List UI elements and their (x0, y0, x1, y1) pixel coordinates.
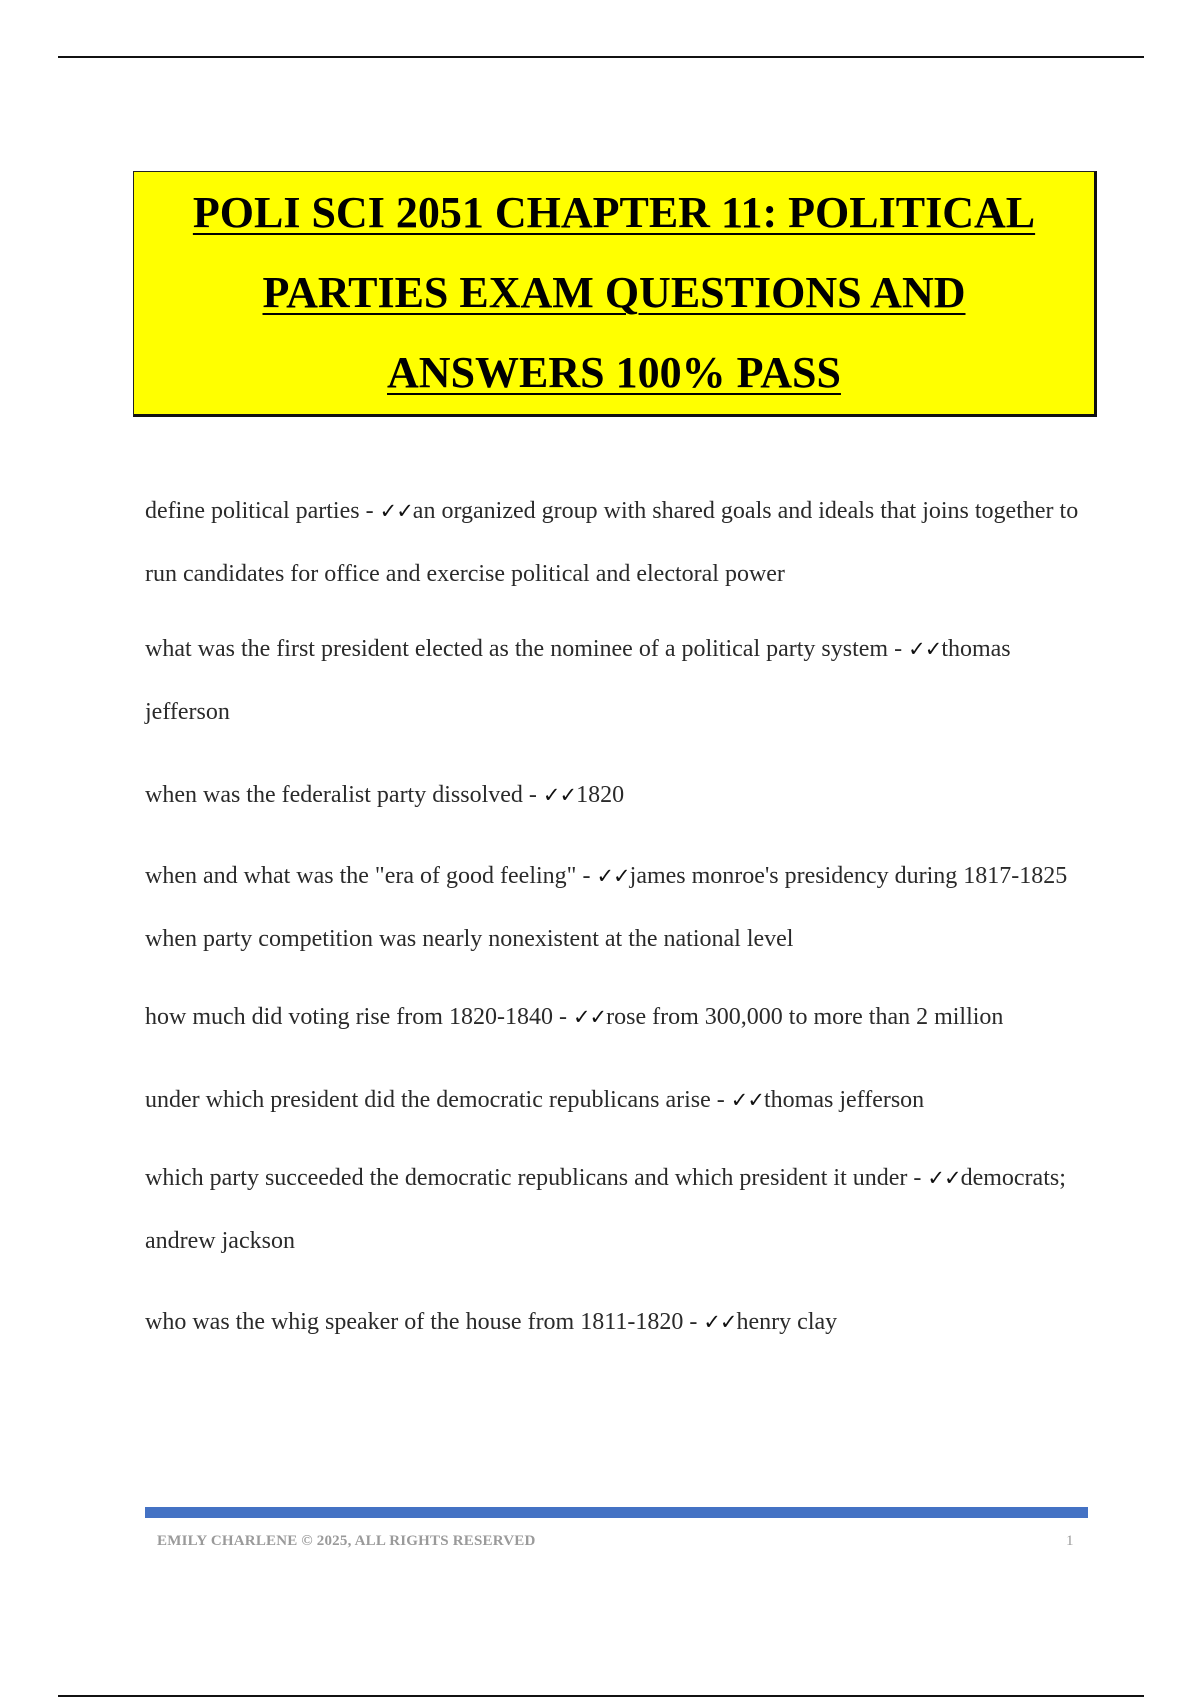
answer: thomas jefferson (145, 636, 1011, 725)
separator: - (522, 782, 543, 808)
answer: 1820 (576, 782, 625, 808)
separator: - (576, 863, 597, 889)
qa-item-7 (145, 1147, 1095, 1273)
checkmark-icon: ✓✓ (927, 1166, 961, 1190)
qa-item-6 (145, 1069, 1095, 1132)
question: under which president did the democratic republicans arise (145, 1087, 711, 1113)
question: how much did voting rise from 1820-1840 (145, 1004, 553, 1030)
qa-item-4 (145, 845, 1095, 971)
separator: - (552, 1004, 573, 1030)
answer: james monroe's presidency during 1817-1825 when party competition was nearly nonexistent at the national level (145, 863, 1068, 952)
footer-divider-bar (145, 1507, 1088, 1518)
separator: - (359, 498, 380, 524)
answer: thomas jefferson (764, 1087, 925, 1113)
answer: an organized group with shared goals and ideals that joins together to run candidates for office and exercise political and electoral power (145, 498, 1079, 587)
checkmark-icon: ✓✓ (908, 637, 942, 661)
qa-item-2 (145, 618, 1095, 744)
question: which party succeeded the democratic republicans and which president it under (145, 1165, 908, 1191)
page-number: 1 (1066, 1533, 1074, 1549)
separator: - (888, 636, 909, 662)
separator: - (907, 1165, 928, 1191)
checkmark-icon: ✓✓ (379, 499, 413, 523)
question: who was the whig speaker of the house from 1811-1820 (145, 1309, 684, 1335)
answer: henry clay (736, 1309, 838, 1335)
question: when and what was the "era of good feeling" (145, 863, 577, 889)
qa-item-8 (145, 1291, 1095, 1354)
question: what was the first president elected as the nominee of a political party system (145, 636, 889, 662)
title-box (133, 171, 1097, 417)
top-rule (58, 56, 1144, 58)
answer: rose from 300,000 to more than 2 million (606, 1004, 1004, 1030)
question: define political parties (145, 498, 360, 524)
answer: democrats; andrew jackson (145, 1165, 1066, 1254)
bottom-rule (58, 1695, 1144, 1697)
question: when was the federalist party dissolved (145, 782, 523, 808)
checkmark-icon: ✓✓ (542, 783, 577, 807)
qa-item-5 (145, 986, 1095, 1049)
separator: - (710, 1087, 731, 1113)
checkmark-icon: ✓✓ (572, 1005, 607, 1029)
footer-copyright: EMILY CHARLENE © 2025, ALL RIGHTS RESERVED (157, 1533, 536, 1549)
separator: - (683, 1309, 704, 1335)
checkmark-icon: ✓✓ (730, 1088, 764, 1112)
checkmark-icon: ✓✓ (703, 1310, 737, 1334)
qa-item-1 (145, 480, 1095, 606)
qa-item-3 (145, 764, 1095, 827)
checkmark-icon: ✓✓ (596, 864, 630, 888)
document-title: POLI SCI 2051 CHAPTER 11: POLITICAL PARTIES EXAM QUESTIONS AND ANSWERS 100% PASS (192, 188, 1036, 397)
